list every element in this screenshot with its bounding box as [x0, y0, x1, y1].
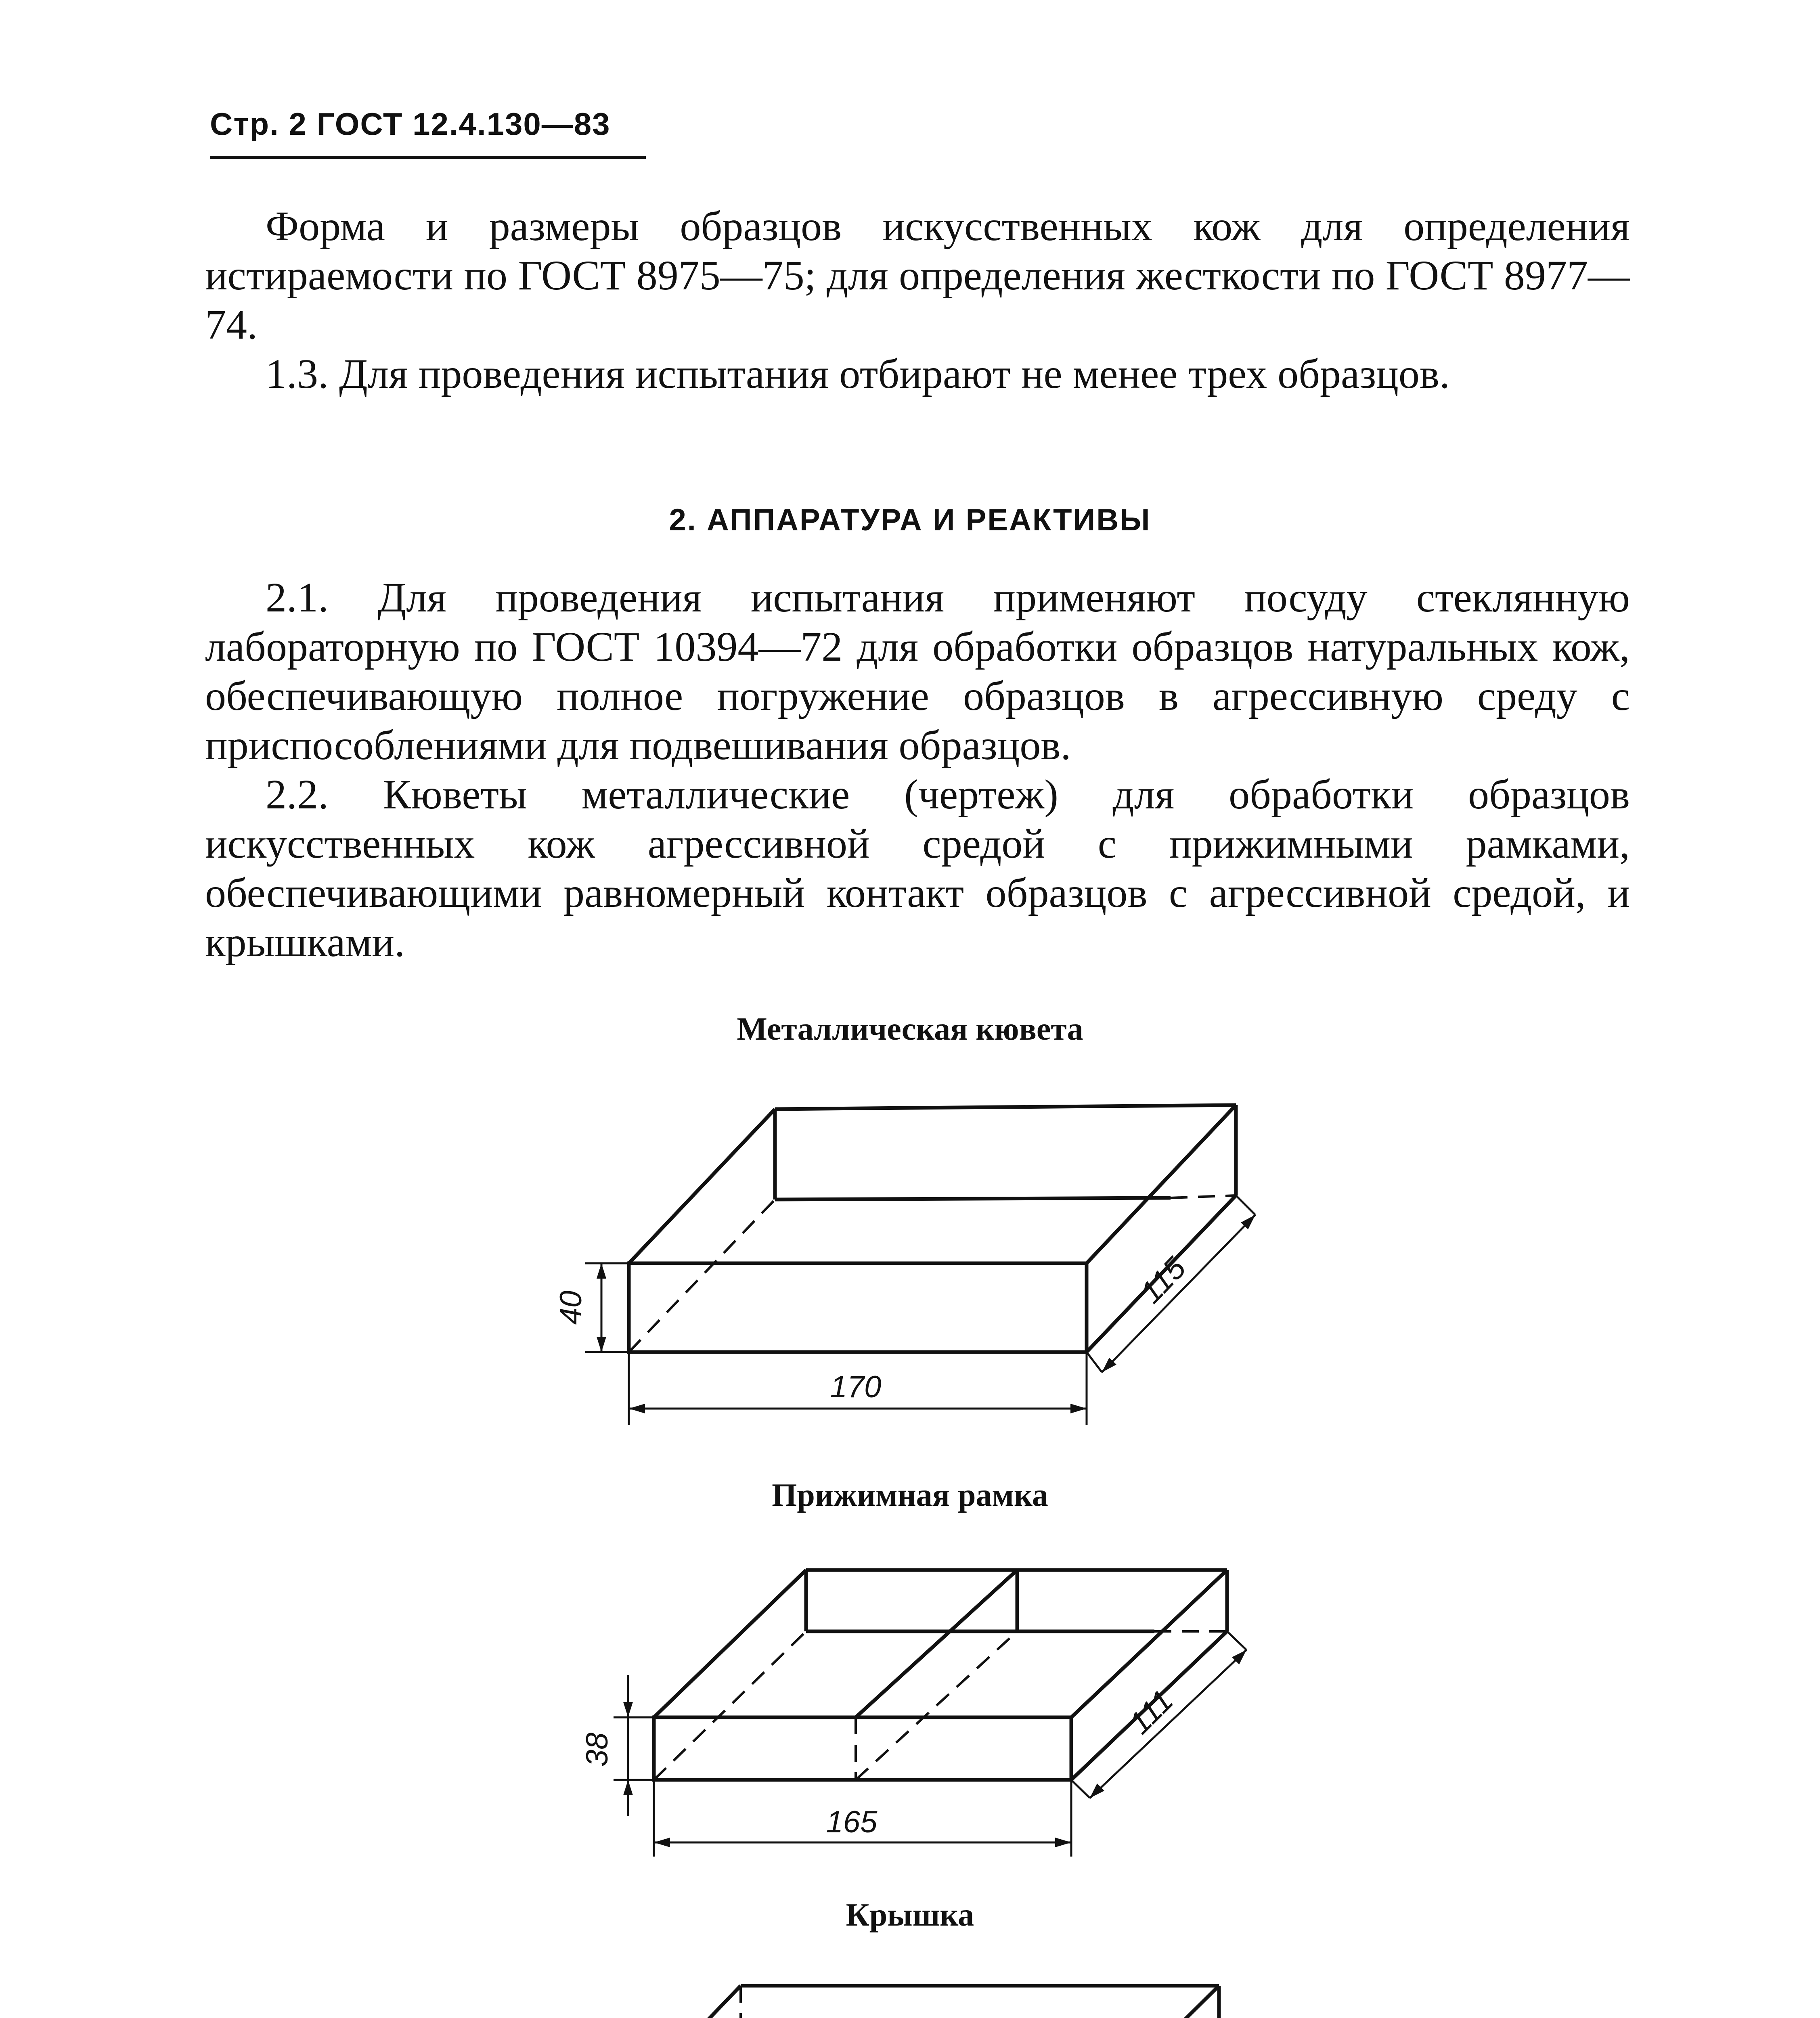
lid-top-left-edge — [597, 1986, 741, 2018]
frame-height-arrow-top — [623, 1702, 633, 1717]
paragraph-samples-form: Форма и размеры образцов искусственных кож для определения истираемости по ГОСТ 8975—75; для определения жесткости по ГОСТ 8977—74. — [205, 203, 1630, 348]
figure-title-frame: Прижимная рамка — [772, 1478, 1048, 1513]
frame-length-label: 165 — [826, 1805, 878, 1839]
frame-hidden-left-edge — [654, 1631, 806, 1780]
cuvette-top-right-edge — [1087, 1105, 1236, 1263]
frame-length-arrow-right — [1055, 1838, 1071, 1847]
cuvette-front-face — [629, 1263, 1087, 1352]
cuvette-height-arrow-top — [597, 1263, 606, 1279]
frame-drawing — [580, 1570, 1246, 1857]
figure-title-cuvette: Металлическая кювета — [737, 1011, 1083, 1047]
frame-divider-top — [856, 1570, 1017, 1717]
cuvette-depth-ext-front — [1087, 1352, 1102, 1372]
cuvette-top-left-edge — [629, 1109, 775, 1263]
section-title: 2. АППАРАТУРА И РЕАКТИВЫ — [669, 503, 1151, 537]
cuvette-hidden-back-edge — [1171, 1195, 1236, 1198]
cuvette-length-arrow-left — [629, 1404, 645, 1413]
frame-front-face — [654, 1717, 1071, 1780]
cuvette-depth-ext-back — [1236, 1195, 1255, 1215]
frame-top-left-edge — [654, 1570, 806, 1717]
cuvette-top-back-edge — [775, 1105, 1236, 1109]
cuvette-inner-bottom-edge — [775, 1198, 1171, 1199]
page-header: Стр. 2 ГОСТ 12.4.130—83 — [210, 106, 611, 142]
cuvette-height-label: 40 — [554, 1290, 588, 1325]
frame-depth-ext-front — [1071, 1780, 1090, 1798]
frame-length-arrow-left — [654, 1838, 670, 1847]
paragraph-2-1: 2.1. Для проведения испытания применяют посуду стеклянную лабораторную по ГОСТ 10394—72 для обработки образцов натуральных кож, обеспечивающую полное погружение образцов в агрессивную среду с приспособлениями для подвешивания образцов. — [205, 574, 1630, 768]
cuvette-depth-dim-line — [1102, 1215, 1255, 1372]
frame-depth-label: 111 — [1123, 1683, 1180, 1741]
frame-depth-dim-line — [1090, 1650, 1246, 1798]
frame-height-label: 38 — [580, 1732, 614, 1767]
lid-drawing — [526, 1986, 1238, 2018]
cuvette-length-label: 170 — [830, 1370, 882, 1404]
cuvette-drawing — [554, 1105, 1255, 1425]
figure-title-lid: Крышка — [846, 1897, 974, 1933]
frame-divider-bottom-hidden — [856, 1631, 1017, 1780]
cuvette-hidden-left-edge — [629, 1199, 775, 1352]
cuvette-length-arrow-right — [1070, 1404, 1087, 1413]
cuvette-depth-label: 115 — [1133, 1251, 1193, 1310]
cuvette-height-arrow-bottom — [597, 1337, 606, 1352]
paragraph-1-3: 1.3. Для проведения испытания отбирают не менее трех образцов. — [266, 351, 1450, 397]
paragraph-2-2: 2.2. Кюветы металлические (чертеж) для обработки образцов искусственных кож агрессивной средой с прижимными рамками, обеспечивающими равномерный контакт образцов с агрессивной средой, и крышками. — [205, 771, 1630, 965]
frame-height-arrow-bottom — [623, 1780, 633, 1795]
lid-top-right-edge — [1068, 1986, 1219, 2018]
frame-depth-ext-back — [1227, 1631, 1246, 1650]
